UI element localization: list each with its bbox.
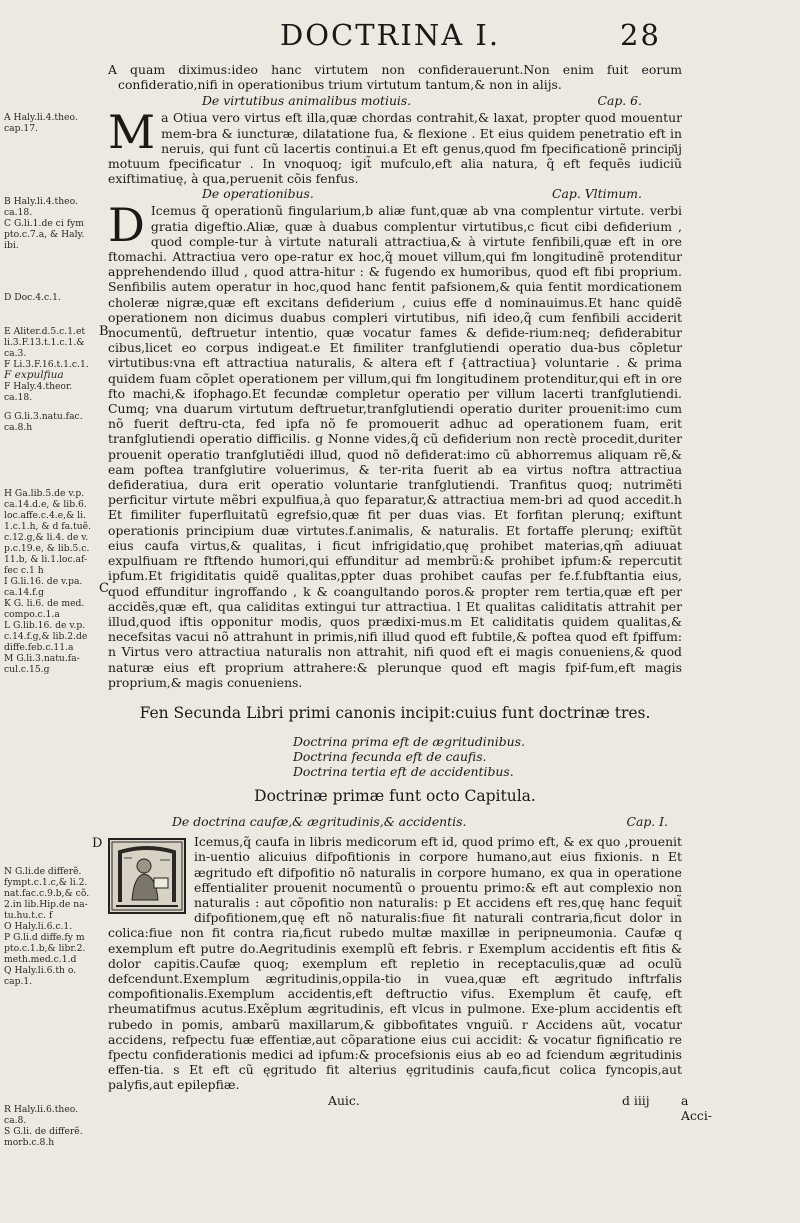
doctrina-primae-heading: Doctrinæ primæ funt octo Capitula. xyxy=(254,786,536,805)
chapter-1-text: Icemus,q̃ caufa in libris medicorum eft id, quod primo eft, & ex quo ,prouenit in-uentio alicuius difpofitionis in corpore humano,aut eius fixionis. n Et ægritudo eft difpofitio nõ naturalis in corpore humano, ex qua in operatione effentialiter prouenit nocumentũ o prouentu primo:& eft aut complexio non naturalis : aut cõpofitio non naturalis: p Et accidens eft res,quę hanc fequit̃ difpofitionem,quę eft nõ naturalis:fiue fit naturali contraria,ficut dolor in colica:fiue non fit contra ria,ficut rubedo multæ maxillæ in peripneumonia. Caufæ q exemplum eft putre do.Aegritudinis exemplũ eft febris. r Exemplum accidentis eft fitis & dolor capitis.Caufæ quoq; exemplum eft repletio in receptaculis,quæ ad oculũ defcendunt.Exemplum ægritudinis,oppila-tio in vuea,quæ eft ægritudo inftrfalis compofitionalis.Exemplum accidentis,eft deftructio vifus. Exemplum ẽt caufę, eft rheumatifmus acutus.Exẽplum ægritudinis, eft vlcus in pulmone. Exe-plum accidentis eft rubedo in pomis, ambarũ maxillarum,& gibbofitates vnguiũ. r Accidens aũt, vocatur accidens, refpectu fuæ effentiæ,aut cõparatione eius cui accidit: & vocatur fignificatio re fpectu confiderationis medici ad ipfum:& procefsionis eius ab eo ad fciendum ægritudinis effen-tia. s Et eft cũ ęgritudo fit alterius ęgritudinis caufa,ficut colica fyncopis,aut palyfis,aut epilepfiæ. xyxy=(108,834,682,1093)
margin-note-e-g: E Aliter.d.5.c.1.et li.3.F.13.t.1.c.1.& ca.3. F Li.3.F.16.t.1.c.1. F expulfiua F Haly.4.theor. ca.18. G G.li.3.natu.fac. ca.8.h xyxy=(4,326,89,433)
chapter-1-number: Cap. I. xyxy=(626,814,668,830)
chapter-ultimum-text: Icemus q̃ operationũ fingularium,b aliæ funt,quæ ab vna complentur virtute. verbi gratia digeftio.Aliæ, quæ à duabus complentur virtutibus,c ficut cibi defiderium , quod comple-tur à virtute naturali attractiua,& à virtute fenfibili,quæ eft in ore ftomachi. Attractiua vero ope-ratur ex hoc,q̃ mouet villum,qui fm longitudinẽ protenditur apprehendendo illud , quod attra-hitur : & fugendo ex humoribus, quod eft fibi proprium. Senfibilis autem operatur in hoc,quod hanc fentit pafsionem,& quia fentit mordicationem choleræ nigræ,quæ eft excitans defiderium , cuius effe d nominauimus.Et hanc quidẽ operationem non dicimus duabus compleri virtutibus, nifi ideo,q̃ cum fenfibili acciderit nocumentũ, deftruetur intentio, quæ vocatur fames & defide-rium:neq; defiderabitur cibus,licet eo corpus indigeat.e Et fimiliter tranfglutiendi operatio dua-bus cõpletur virtutibus:vna eft attractiua naturalis, & altera eft f {attractiua} voluntarie . & prima quidem fuam cõplet operationem per villum,qui fm longitudinem protenditur,qui eft in ore fto machi,& ifophago.Et fecundæ completur operatio per villum lacerti tranfglutiendi. Cumq; vna duarum virtutum deftruetur,tranfglutiendi operatio duriter prouenit:imo cum nõ fuerit deftru-cta, fed ipfa nõ fe promouerit adhuc ad operationem fuam, erit tranfglutiendi operatio difficilis. g Nonne vides,q̃ cũ defiderium non rectè procedit,duriter prouenit operatio tranfglutiẽdi illud, quod nõ defiderat:imo cũ abhorremus aliquam rẽ,& eam poftea tranfglutire voluerimus, & ter-rita fuerit ab ea virtus noftra attractiua defideratiua, dura erit operatio voluntarie tranfglutiendi. Tranfitus quoq; nutrimẽti perficitur virtute mẽbri expulfiua,à quo feparatur,& attractiua mem-bri ad quod accedit.h Et fimiliter fuperfluitatũ egrefsio,quæ fit per duas vias. Et forfitan plerunq; exiftunt operationis principium duæ virtutes.f.animalis, & naturalis. Et fortaffe plerunq; exiftũt eius caufa virtus,& qualitas, i ficut infrigidatio,quę prohibet materias,qm̃ adiuuat expulfiuam re ftftendo humori,qui effunditur ad membrũ:& prohibet ipfum:& repercutit ipfum.Et frigiditatis quidẽ qualitas,ppter duas prohibet caufas per fe.f.fubftantia eius, quod effunditur ingroffando , k & coangultando poros.& propter rem tertia,quæ eft per accidẽs,quæ eft, qua caliditas extingui tur attractiua. l Et qualitas caliditatis attrahit per illud,quod iftis opponitur modis, quos prædixi-mus.m Et caliditatis quidem qualitas,& necefsitas vacui nõ attrahunt in primis,nifi illud quod eft fubtile,& poftea quod eft fpiffum: n Virtus vero attractiua naturalis non attrahit, nifi quod eft ei magis conueniens,& quod naturæ eius eft proprium attrahere:& plerunque quod eft magis fpif-fum,eft magis proprium,& magis conueniens. xyxy=(108,203,682,690)
chapter-6-number: Cap. 6. xyxy=(597,93,642,109)
main-text-column xyxy=(108,62,712,1123)
scholar-woodcut-icon xyxy=(110,840,184,912)
gutter-letter-d: D xyxy=(92,836,103,851)
doctrina-list-item: Doctrina fecunda eft de caufis. xyxy=(293,748,487,764)
gutter-letter-b: B xyxy=(99,324,109,339)
doctrina-list-item: Doctrina tertia eft de accidentibus. xyxy=(293,763,514,779)
margin-note-b-c: B Haly.li.4.theo. ca.18. C G.li.1.de ci fym pto.c.7.a, & Haly. ibi. xyxy=(4,196,85,251)
doctrina-list-item: Doctrina prima eft de ægritudinibus. xyxy=(293,733,525,749)
signature-line xyxy=(108,1092,712,1123)
signature-mark: d iiij xyxy=(622,1092,650,1108)
doctrina-list xyxy=(293,734,682,779)
chapter-6-title: De virtutibus animalibus motiuis. xyxy=(202,93,412,109)
running-title: DOCTRINA I. xyxy=(280,18,501,52)
margin-note-d: D Doc.4.c.1. xyxy=(4,292,61,303)
chapter-ultimum-paragraph xyxy=(108,198,682,690)
chapter-1-heading xyxy=(108,814,682,830)
fen-secunda-title: Fen Secunda Libri primi canonis incipit:cuius funt doctrinæ tres. xyxy=(139,703,651,722)
dropcap-m: M xyxy=(108,105,156,160)
chapter-6-heading xyxy=(108,93,682,109)
historiated-initial-woodcut xyxy=(108,838,186,914)
folio-number: 28 xyxy=(620,18,661,52)
chapter-6-text: a Otiua vero virtus eft illa,quæ chordas contrahit,& laxat, propter quod mouentur mem-bra & iuncturæ, dilatatione fua, & flexione . Et eius quidem penetratio eft in neruis, qui funt cũ lacertis continui.a Et eft genus,quod fm fpecificationẽ princip͂ij motuum fpecificatur . In vnoquoq; igit̃ mufculo,eft alia natura, q̃ eft fequẽs iudiciũ exiftimatiuę, à qua,peruenit cõis fenfus. xyxy=(108,110,682,187)
margin-note-r-s: R Haly.li.6.theo. ca.8. S G.li. de differẽ. morb.c.8.h xyxy=(4,1104,83,1148)
chapter-1-title: De doctrina caufæ,& ægritudinis,& accidentis. xyxy=(172,814,467,830)
chapter-ultimum-number: Cap. Vltimum. xyxy=(552,186,642,202)
opening-paragraph: A quam diximus:ideo hanc virtutem non confiderauerunt.Non enim fuit eorum confideratio,nifi in operationibus trium virtutum tantum,& non in alijs. xyxy=(108,62,682,93)
dropcap-d: D xyxy=(108,198,145,253)
margin-note-h-m: H Ga.lib.5.de v.p. ca.14.d.e, & lib.6. loc.affe.c.4.e,& li. 1.c.1.h, & d fa.tuẽ. c.12.g,& li.4. de v. p.c.19.e, & lib.5.c. 11.b, & li.1.loc.af- fec c.1 h I G.li.16. de v.pa. ca.14.f.g K G. li.6. de med. compo.c.1.a L G.lib.16. de v.p. c.14.f.g,& lib.2.de diffe.feb.c.11.a M G.li.3.natu.fa- cul.c.15.g xyxy=(4,488,92,675)
margin-note-a: A Haly.li.4.theo. cap.17. xyxy=(4,112,78,134)
gutter-letter-c: C xyxy=(99,581,109,596)
chapter-ultimum-title: De operationibus. xyxy=(202,186,314,202)
catchword-right: a Acci- xyxy=(681,1092,712,1123)
chapter-1-paragraph xyxy=(108,834,682,1092)
chapter-6-paragraph xyxy=(108,105,682,187)
chapter-ultimum-heading xyxy=(108,186,682,202)
margin-note-n-q: N G.li.de differẽ. fympt.c.1.c,& li.2. nat.fac.c.9.b,& cõ. 2.in lib.Hip.de na- tu.hu.t.c. f O Haly.li.6.c.1. P G.li.d diffe.fy m pto.c.1.b,& libr.2. meth.med.c.1.d Q Haly.li.6.th o. cap.1. xyxy=(4,866,90,987)
catchword-left: Auic. xyxy=(328,1092,360,1108)
